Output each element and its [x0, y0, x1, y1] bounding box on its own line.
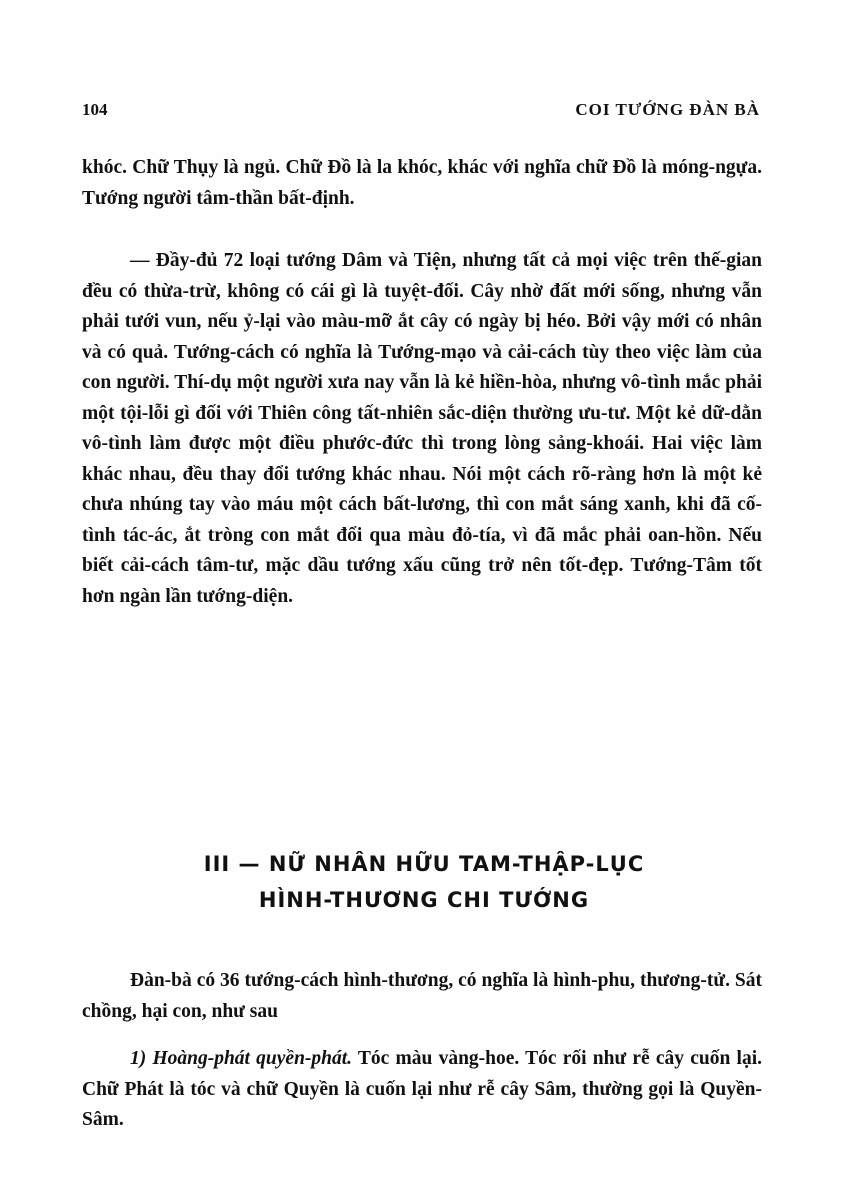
- section-heading-line2: HÌNH-THƯƠNG CHI TƯỚNG: [258, 888, 590, 912]
- paragraph-tuong-cach: — Đầy-đủ 72 loại tướng Dâm và Tiện, nhưng tất cả mọi việc trên thế-gian đều có thừa-trừ, không có cái gì là tuyệt-đối. Cây nhờ đất mới sống, nhưng vẫn phải tưới vun, nếu ỷ-lại vào màu-mỡ ắt cây có ngày bị héo. Bởi vậy mới có nhân và có quả. Tướng-cách có nghĩa là Tướng-mạo và cải-cách tùy theo việc làm của con người. Thí-dụ một người xưa nay vẫn là kẻ hiền-hòa, nhưng vô-tình mắc phải một tội-lỗi gì đối với Thiên công tất-nhiên sắc-diện thường ưu-tư. Một kẻ dữ-dằn vô-tình làm được một điều phước-đức thì trong lòng sảng-khoái. Hai việc làm khác nhau, đều thay đổi tướng khác nhau. Nói một cách rõ-ràng hơn là một kẻ chưa nhúng tay vào máu một cách bất-lương, thì con mắt sáng xanh, khi đã cố-tình tác-ác, ắt tròng con mắt đổi qua màu đỏ-tía, vì đã mắc phải oan-hồn. Nếu biết cải-cách tâm-tư, mặc dầu tướng xấu cũng trở nên tốt-đẹp. Tướng-Tâm tốt hơn ngàn lần tướng-diện.: [82, 250, 762, 607]
- paragraph-intro: Đàn-bà có 36 tướng-cách hình-thương, có nghĩa là hình-phu, thương-tử. Sát chồng, hại con, như sau: [82, 970, 762, 1022]
- item-1-text: Tóc màu vàng-hoe. Tóc rối như rễ cây cuốn lại. Chữ Phát là tóc và chữ Quyền là cuốn lại như rễ cây Sâm, thường gọi là Quyền-Sâm.: [82, 1048, 762, 1130]
- paragraph-item-1: [82, 1044, 762, 1136]
- section-heading-line1: III — NỮ NHÂN HỮU TAM-THẬP-LỤC: [203, 852, 645, 876]
- running-title: COI TƯỚNG ĐÀN BÀ: [575, 100, 760, 119]
- page-number: 104: [82, 100, 108, 119]
- page-header: [82, 100, 760, 124]
- section-heading: [0, 846, 848, 918]
- item-1-title: 1) Hoàng-phát quyền-phát.: [130, 1048, 353, 1069]
- paragraph-continuation: khóc. Chữ Thụy là ngủ. Chữ Đồ là la khóc, khác với nghĩa chữ Đồ là móng-ngựa. Tướng người tâm-thần bất-định.: [82, 157, 762, 209]
